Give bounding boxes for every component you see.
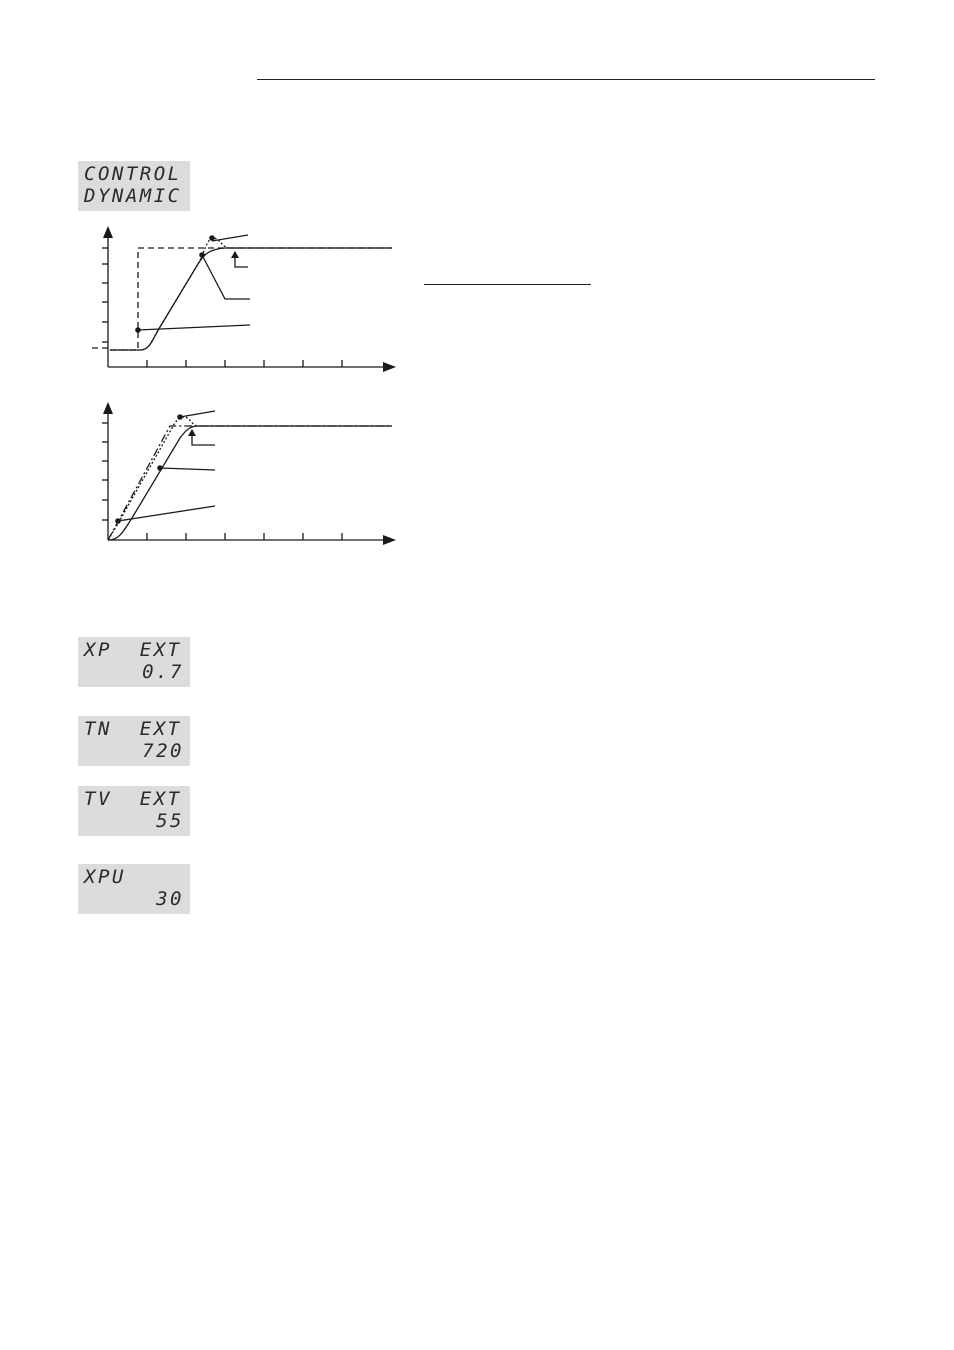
y-axis-arrow <box>103 226 113 238</box>
x-ticks <box>147 360 342 367</box>
leader-line-1 <box>138 325 250 330</box>
lcd-xpu <box>78 864 190 914</box>
marker-point <box>135 327 141 333</box>
leader-line-4 <box>192 430 215 445</box>
lcd-line-1: TV EXT <box>84 788 182 810</box>
ramp-response-graph <box>80 400 420 560</box>
leader-line-3 <box>212 235 248 241</box>
y-ticks <box>102 248 108 342</box>
lcd-line-1: XP EXT <box>84 639 182 661</box>
heading-underline <box>424 284 591 285</box>
lcd-tn-ext <box>78 716 190 766</box>
leader-line-4 <box>235 252 248 267</box>
x-axis-arrow <box>383 535 396 545</box>
leader-line-3 <box>180 411 215 417</box>
marker-arrow <box>231 251 239 258</box>
lcd-line-2: 55 <box>156 810 184 832</box>
lcd-line-2: 30 <box>156 888 184 910</box>
setpoint-step-response-graph <box>80 222 420 382</box>
lcd-line-1: XPU <box>84 866 126 888</box>
leader-line-2 <box>160 468 215 470</box>
lcd-control-dynamic <box>78 161 190 211</box>
x-ticks <box>147 533 342 540</box>
marker-point <box>157 465 163 471</box>
overshoot-response-curve <box>110 238 392 350</box>
lcd-line-2: 720 <box>142 740 184 762</box>
actual-response-curve <box>110 248 392 350</box>
y-ticks <box>102 423 108 520</box>
actual-response-curve <box>108 426 392 540</box>
lcd-line-1: CONTROL <box>84 163 182 185</box>
overshoot-response-curve <box>108 417 392 540</box>
lcd-xp-ext <box>78 637 190 687</box>
header-rule <box>257 79 875 80</box>
lcd-line-1: TN EXT <box>84 718 182 740</box>
marker-point <box>209 235 215 241</box>
marker-arrow <box>188 429 196 436</box>
marker-point <box>199 252 205 258</box>
lcd-tv-ext <box>78 786 190 836</box>
marker-point <box>177 414 183 420</box>
ramp-setpoint-line <box>108 426 392 540</box>
y-axis-arrow <box>103 402 113 414</box>
marker-point <box>115 518 121 524</box>
leader-line-1 <box>118 506 215 521</box>
leader-line-2 <box>202 255 250 299</box>
lcd-line-2: 0.7 <box>142 661 184 683</box>
x-axis-arrow <box>383 362 396 372</box>
lcd-line-2: DYNAMIC <box>84 185 182 207</box>
